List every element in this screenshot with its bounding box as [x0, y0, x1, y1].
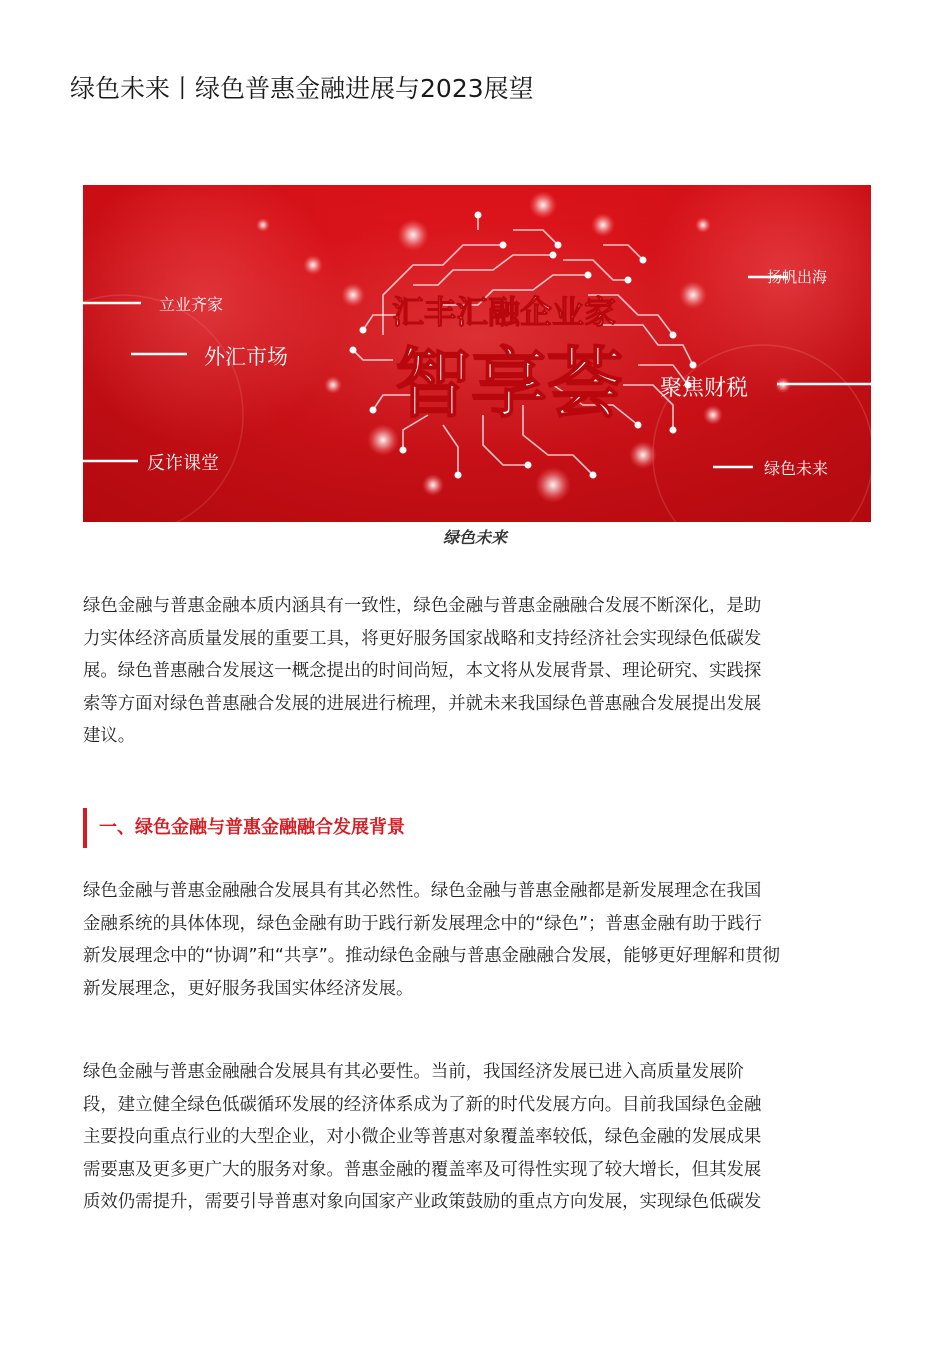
image-caption: 绿色未来: [442, 528, 507, 547]
banner-main-title: 智享荟: [395, 339, 623, 428]
section-heading: [83, 808, 871, 848]
section-paragraph: [83, 875, 871, 1005]
paragraph-line: 力实体经济高质量发展的重要工具，将更好服务国家战略和支持经济社会实现绿色低碳发: [83, 628, 762, 649]
intro-paragraph: [83, 590, 871, 753]
paragraph-line: 需要惠及更多更广大的服务对象。普惠金融的覆盖率及可得性实现了较大增长，但其发展: [83, 1159, 762, 1180]
section-paragraph: [83, 1056, 871, 1219]
paragraph-line: 展。绿色普惠融合发展这一概念提出的时间尚短，本文将从发展背景、理论研究、实践探: [83, 661, 762, 682]
paragraph-line: 索等方面对绿色普惠融合发展的进展进行梳理，并就未来我国绿色普惠融合发展提出发展: [83, 693, 762, 714]
section-heading-text: 一、绿色金融与普惠金融融合发展背景: [99, 817, 405, 838]
banner-graphic: [83, 185, 871, 522]
paragraph-line: 新发展理念，更好服务我国实体经济发展。: [83, 978, 414, 999]
paragraph-line: 建议。: [83, 726, 136, 747]
article-title: 绿色未来丨绿色普惠金融进展与2023展望: [70, 74, 534, 103]
banner-label: 反诈课堂: [147, 453, 219, 474]
banner-label: 绿色未来: [764, 459, 829, 478]
paragraph-line: 绿色金融与普惠金融本质内涵具有一致性，绿色金融与普惠金融融合发展不断深化，是助: [83, 596, 762, 616]
banner-label: 扬帆出海: [767, 268, 828, 286]
paragraph-line: 金融系统的具体体现，绿色金融有助于践行新发展理念中的“绿色”；普惠金融有助于践行: [83, 913, 762, 934]
paragraph-line: 质效仍需提升，需要引导普惠对象向国家产业政策鼓励的重点方向发展，实现绿色低碳发: [83, 1192, 762, 1213]
paragraph-line: 主要投向重点行业的大型企业，对小微企业等普惠对象覆盖率较低，绿色金融的发展成果: [83, 1127, 762, 1148]
paragraph-line: 绿色金融与普惠金融融合发展具有其必然性。绿色金融与普惠金融都是新发展理念在我国: [83, 881, 762, 901]
paragraph-line: 段，建立健全绿色低碳循环发展的经济体系成为了新的时代发展方向。目前我国绿色金融: [83, 1094, 762, 1115]
banner-label: 聚焦财税: [660, 376, 749, 401]
banner-image: [83, 185, 871, 522]
section-accent-bar: [83, 808, 87, 848]
paragraph-line: 新发展理念中的“协调”和“共享”。推动绿色金融与普惠金融融合发展，能够更好理解和贯彻: [83, 946, 780, 967]
banner-headline: 汇丰汇融企业家: [391, 293, 617, 331]
banner-label: 立业齐家: [159, 295, 224, 314]
paragraph-line: 绿色金融与普惠金融融合发展具有其必要性。当前，我国经济发展已进入高质量发展阶: [83, 1062, 744, 1082]
banner-label: 外汇市场: [204, 345, 288, 369]
